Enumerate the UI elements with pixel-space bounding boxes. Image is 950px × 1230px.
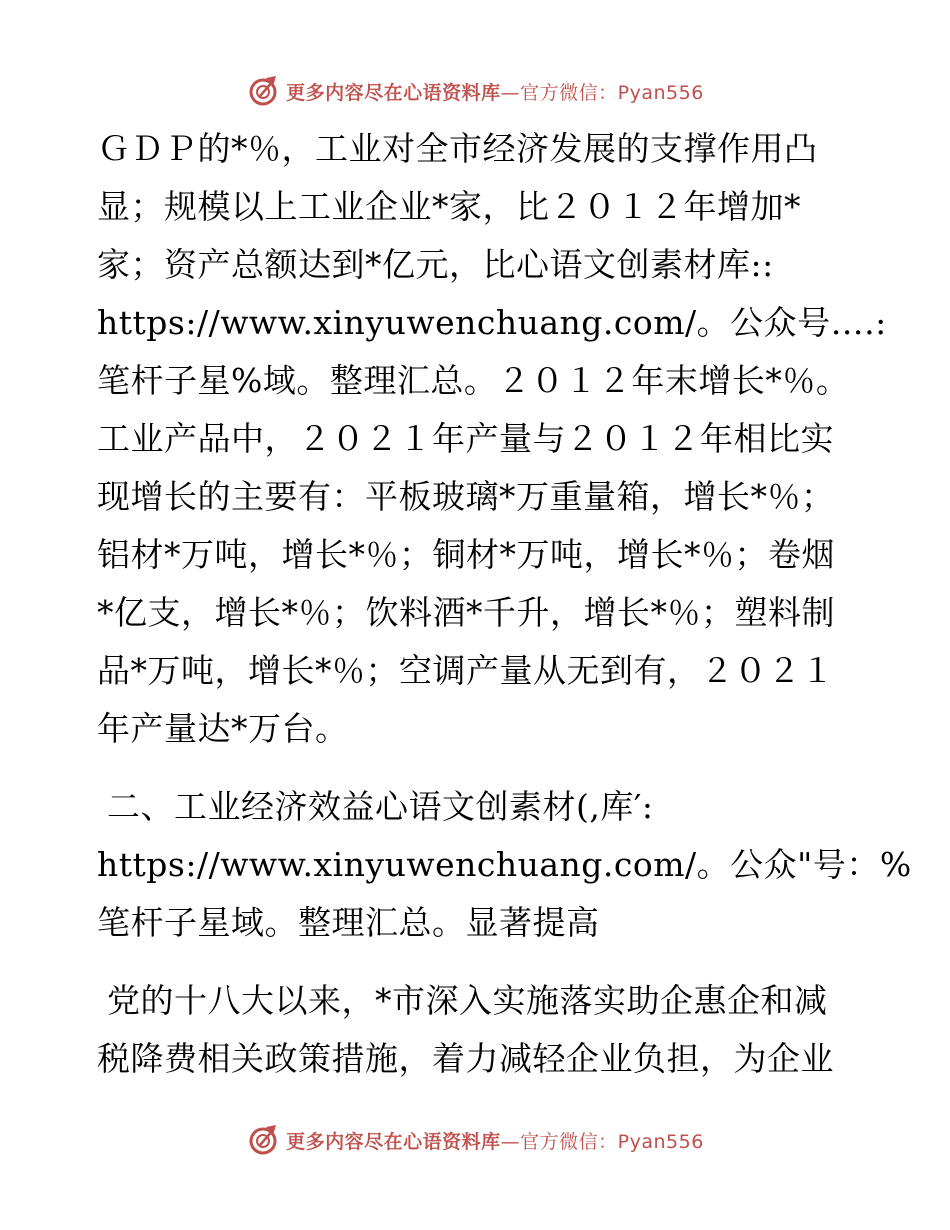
section-heading-line: 二、工业经济效益心语文创素材(,库′: <box>107 787 654 826</box>
text-line: https://www.xinyuwenchuang.com/。公众号….: <box>97 303 887 342</box>
footer-separator: — <box>500 1130 521 1153</box>
header-brand: 更多内容尽在心语资料库 <box>286 81 501 104</box>
paragraph-1 <box>97 120 887 758</box>
page-header <box>0 69 950 113</box>
pen-swirl-logo-icon <box>246 74 280 108</box>
paragraph-gap <box>97 758 857 778</box>
pen-swirl-logo-icon <box>246 1123 280 1157</box>
document-body <box>97 120 912 1088</box>
footer-brand-text <box>286 1127 704 1154</box>
text-line: 铝材*万吨，增长*％；铜材*万吨，增长*％；卷烟 <box>97 535 835 574</box>
header-brand-text <box>286 78 704 105</box>
text-line: https://www.xinyuwenchuang.com/。公众"号：% <box>97 845 912 884</box>
page-footer <box>0 1118 950 1162</box>
text-line: ＧＤＰ的*％，工业对全市经济发展的支撑作用凸 <box>97 129 818 168</box>
text-line: 年产量达*万台。 <box>97 709 349 748</box>
text-line: *亿支，增长*％；饮料酒*千升，增长*％；塑料制 <box>97 593 835 632</box>
footer-wechat: 官方微信：Pyan556 <box>520 1130 704 1153</box>
header-wechat: 官方微信：Pyan556 <box>520 81 704 104</box>
text-line: 现增长的主要有：平板玻璃*万重量箱，增长*％； <box>97 477 835 516</box>
text-line: 笔杆子星域。整理汇总。显著提高 <box>97 903 600 942</box>
text-line: 品*万吨，增长*％；空调产量从无到有，２０２１ <box>97 651 835 690</box>
text-line: 工业产品中，２０２１年产量与２０１２年相比实 <box>97 419 834 458</box>
header-separator: — <box>500 81 521 104</box>
paragraph-2 <box>97 778 912 952</box>
footer-brand: 更多内容尽在心语资料库 <box>286 1130 501 1153</box>
text-line: 党的十八大以来，*市深入实施落实助企惠企和减 <box>107 981 828 1020</box>
text-line: 显；规模以上工业企业*家，比２０１２年增加* <box>97 187 801 226</box>
paragraph-3 <box>97 972 857 1088</box>
text-line: 税降费相关政策措施，着力减轻企业负担，为企业 <box>97 1039 834 1078</box>
paragraph-gap <box>97 952 857 972</box>
text-line: 家；资产总额达到*亿元，比心语文创素材库:: <box>97 245 774 284</box>
text-line: 笔杆子星%域。整理汇总。２０１２年末增长*％。 <box>97 361 850 400</box>
